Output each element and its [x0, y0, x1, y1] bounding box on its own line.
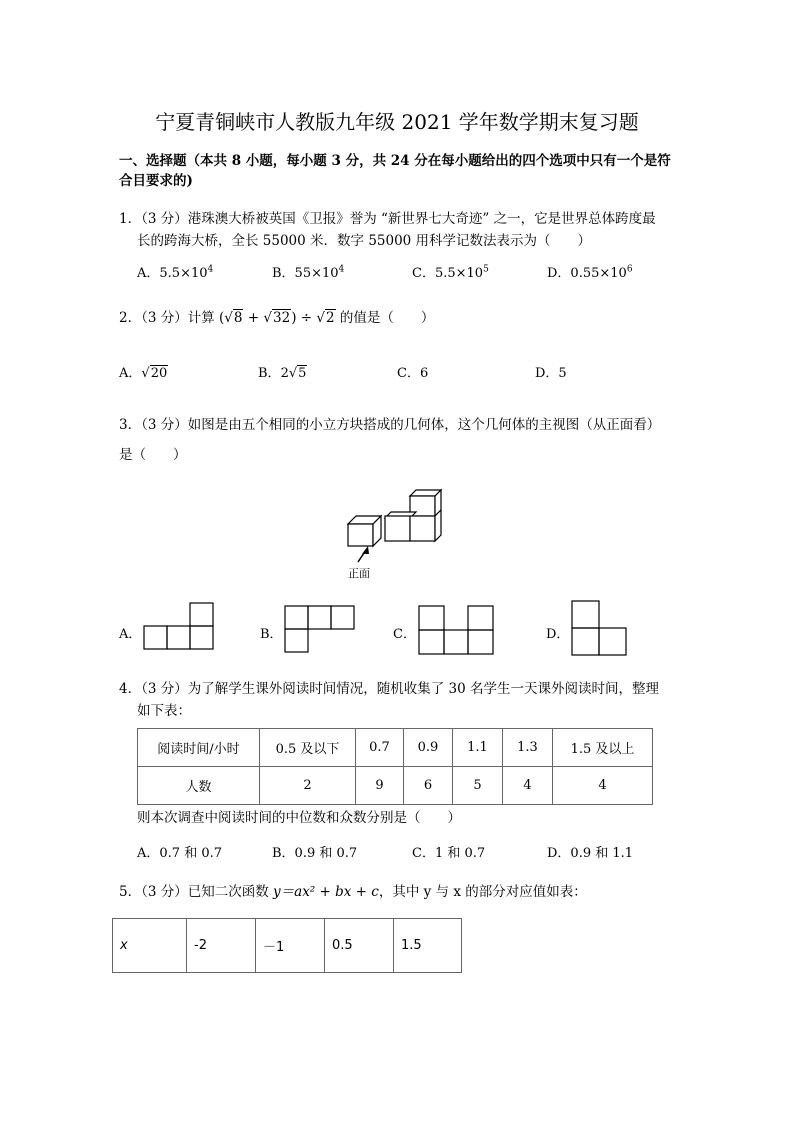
q1-option-d: D．$0.55\times 10^6$: [547, 264, 633, 281]
q4-line1: 4．（3 分）为了解学生课外阅读时间情况，随机收集了 30 名学生一天课外阅读时间，整理: [119, 681, 659, 697]
q3-option-c-label: C．: [393, 627, 416, 642]
q3-option-d-figure: [570, 599, 630, 659]
q4-option-b: B．0.9 和 0.7: [272, 846, 358, 861]
table-cell: 4: [553, 767, 653, 805]
q3-option-c-figure: [417, 605, 497, 657]
table-cell: 0.7: [356, 729, 404, 767]
q3-line1: 3．（3 分）如图是由五个相同的小立方块搭成的几何体，这个几何体的主视图（从正面看）: [119, 417, 661, 433]
table-cell: -2: [187, 919, 256, 973]
q2-option-c: C．6: [397, 366, 429, 381]
table-cell: 0.5: [325, 919, 394, 973]
table-row: [113, 919, 462, 973]
q3-option-b-figure: [283, 605, 358, 655]
table-cell: 2: [260, 767, 356, 805]
table-cell: 4: [503, 767, 553, 805]
table-cell: 1.3: [503, 729, 553, 767]
q2-option-d: D．5: [535, 366, 567, 381]
table-cell: 0.5 及以下: [260, 729, 356, 767]
q1-line1: 1．（3 分）港珠澳大桥被英国《卫报》誉为 “新世界七大奇迹” 之一，它是世界总体跨度最: [119, 211, 656, 227]
table-cell: －1: [256, 919, 325, 973]
table-cell: 人数: [138, 767, 260, 805]
q5-stem: 5．（3 分）已知二次函数 y＝ax² + bx + c，其中 y 与 x 的部分对应值如表：: [119, 884, 587, 900]
page-title: 宁夏青铜峡市人教版九年级 2021 学年数学期末复习题: [155, 110, 639, 134]
table-cell: 1.5: [394, 919, 462, 973]
reading-time-table: [137, 728, 653, 805]
q1-option-b: B．$55\times 10^4$: [272, 264, 345, 281]
table-cell: 1.1: [453, 729, 503, 767]
q4-option-c: C．1 和 0.7: [412, 846, 486, 861]
q4-line2: 如下表：: [137, 703, 191, 719]
q3-line2: 是（ ）: [119, 447, 187, 463]
section-heading-line2: 合目要求的): [119, 173, 193, 189]
q3-option-b-label: B．: [260, 627, 283, 642]
q1-option-c: C．$5.5\times 10^5$: [412, 264, 489, 281]
q4-question: 则本次调查中阅读时间的中位数和众数分别是（ ）: [137, 810, 461, 826]
q3-option-a-label: A．: [119, 627, 142, 642]
q3-option-d-label: D．: [546, 627, 570, 642]
q2-option-b: B．2√5: [258, 366, 307, 381]
table-cell: 阅读时间/小时: [138, 729, 260, 767]
xy-value-table: [112, 918, 462, 973]
table-cell: 6: [404, 767, 453, 805]
q2-stem: 2．（3 分）计算 (√8 + √32) ÷ √2 的值是（ ）: [119, 310, 435, 326]
table-row: [138, 767, 653, 805]
front-label: 正面: [348, 567, 370, 580]
q4-option-a: A．0.7 和 0.7: [137, 846, 223, 861]
table-cell: x: [113, 919, 187, 973]
q5-formula: y＝ax² + bx + c: [273, 884, 379, 900]
q1-option-a: A．$5.5\times 10^4$: [137, 264, 214, 281]
q4-option-d: D．0.9 和 1.1: [547, 846, 634, 861]
table-cell: 1.5 及以上: [553, 729, 653, 767]
q3-option-a-figure: [142, 602, 217, 652]
q1-line2: 长的跨海大桥，全长 55000 米．数字 55000 用科学记数法表示为（ ）: [137, 233, 592, 249]
q2-option-a: A．√20: [119, 366, 168, 381]
table-header-row: [138, 729, 653, 767]
section-heading-line1: 一、选择题（本共 8 小题，每小题 3 分，共 24 分在每小题给出的四个选项中只有一个是符: [119, 153, 671, 169]
table-cell: 9: [356, 767, 404, 805]
table-cell: 0.9: [404, 729, 453, 767]
table-cell: 5: [453, 767, 503, 805]
